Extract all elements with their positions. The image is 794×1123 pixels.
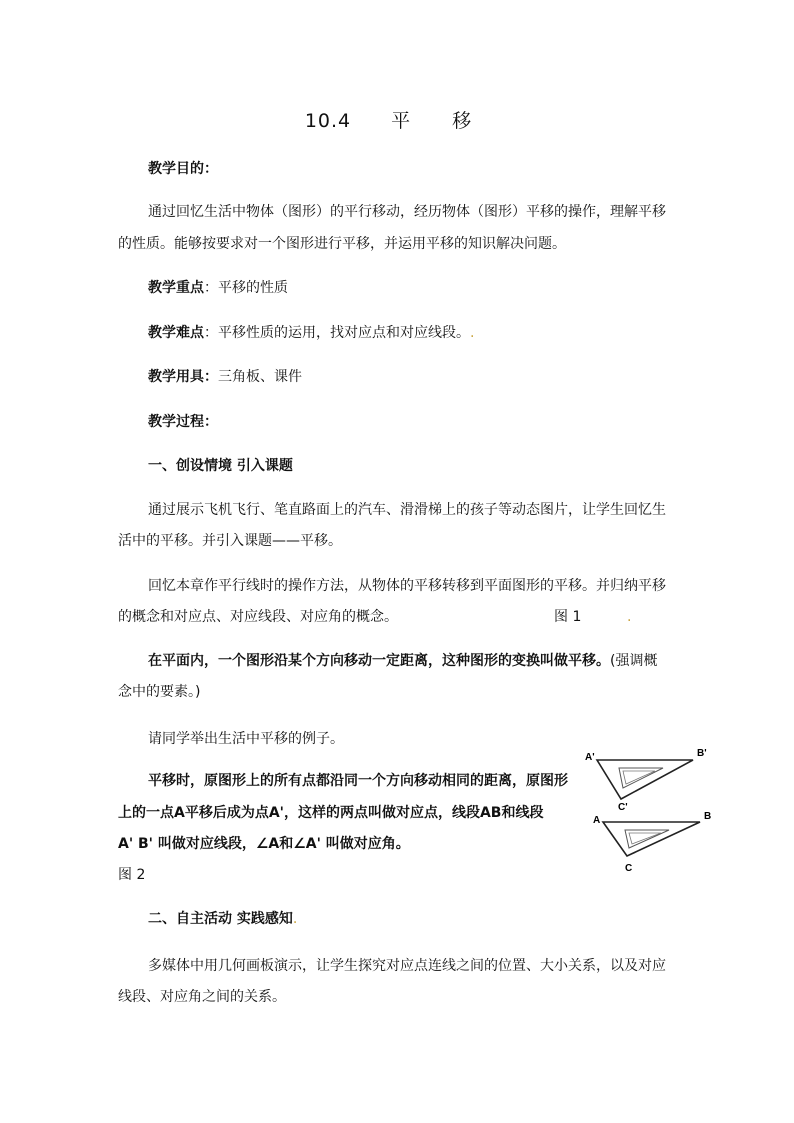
definition-tail: (强调概 — [610, 653, 658, 669]
triangle-top — [597, 760, 693, 799]
tools-row — [148, 368, 302, 386]
tools-text: 三角板、课件 — [218, 369, 302, 385]
section2-mark: . — [292, 911, 298, 927]
section2-heading: 二、自主活动 实践感知 — [148, 911, 293, 927]
figure-1-label: 图 1 — [554, 609, 582, 625]
label-b: B — [704, 811, 712, 822]
title-text: 平 移 — [391, 110, 490, 132]
section2-p1-line-1: 多媒体中用几何画板演示，让学生探究对应点连线之间的位置、大小关系，以及对应 — [148, 958, 666, 974]
page-title — [0, 106, 794, 133]
figure-1-mark: . — [627, 609, 632, 625]
process-heading: 教学过程： — [148, 414, 218, 430]
objectives-heading: 教学目的： — [148, 161, 218, 177]
figure-2-label: 图 2 — [118, 867, 146, 883]
ask-examples: 请同学举出生活中平移的例子。 — [148, 731, 344, 747]
label-a: A — [593, 815, 601, 826]
difficulty-text: ：平移性质的运用，找对应点和对应线段。 — [204, 325, 470, 341]
tools-label: 教学用具： — [148, 369, 218, 385]
property-line-1: 平移时，原图形上的所有点都沿同一个方向移动相同的距离，原图形 — [148, 773, 568, 789]
key-point-label: 教学重点 — [148, 280, 204, 296]
objectives-line-1: 通过回忆生活中物体（图形）的平行移动，经历物体（图形）平移的操作，理解平移 — [148, 204, 666, 220]
section2-p1-line-2: 线段、对应角之间的关系。 — [118, 989, 286, 1005]
inner-triangle-top-2 — [623, 771, 655, 784]
difficulty-mark: . — [470, 325, 475, 341]
difficulty-label: 教学难点 — [148, 325, 204, 341]
definition-bold: 在平面内，一个图形沿某个方向移动一定距离，这种图形的变换叫做平移。 — [148, 653, 610, 669]
triangle-bottom — [603, 822, 700, 856]
title-number: 10.4 — [304, 110, 352, 132]
key-point-row — [148, 279, 288, 297]
section2-heading-row — [148, 910, 297, 928]
section1-p2-line-2: 的概念和对应点、对应线段、对应角的概念。 — [118, 609, 398, 625]
label-c: C — [625, 863, 633, 874]
property-line-3: A' B' 叫做对应线段，∠A和∠A' 叫做对应角。 — [118, 836, 410, 852]
label-b-prime: B' — [697, 748, 707, 759]
definition-line-1 — [148, 652, 657, 670]
label-a-prime: A' — [585, 752, 595, 763]
objectives-line-2: 的性质。能够按要求对一个图形进行平移，并运用平移的知识解决问题。 — [118, 236, 566, 252]
difficulty-row — [148, 324, 474, 342]
section1-heading: 一、创设情境 引入课题 — [148, 458, 293, 474]
label-c-prime: C' — [618, 802, 628, 813]
property-line-2: 上的一点A平移后成为点A'，这样的两点叫做对应点，线段AB和线段 — [118, 805, 544, 821]
translation-figure — [585, 744, 715, 874]
section1-p1-line-1: 通过展示飞机飞行、笔直路面上的汽车、滑滑梯上的孩子等动态图片，让学生回忆生 — [148, 502, 666, 518]
key-point-text: ：平移的性质 — [204, 280, 288, 296]
section1-p2-line-1: 回忆本章作平行线时的操作方法，从物体的平移转移到平面图形的平移。并归纳平移 — [148, 578, 666, 594]
definition-line-2: 念中的要素。) — [118, 684, 201, 700]
section1-p1-line-2: 活中的平移。并引入课题——平移。 — [118, 533, 342, 549]
